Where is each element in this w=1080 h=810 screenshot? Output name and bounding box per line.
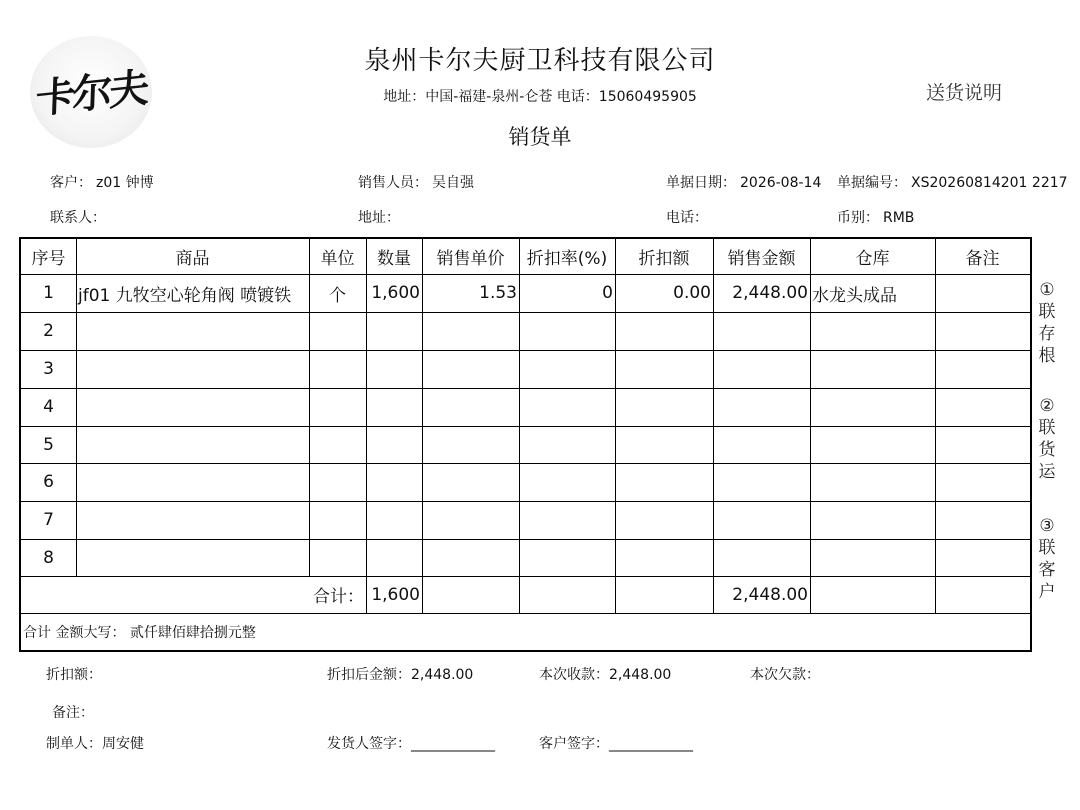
table-header-cell: 单位 — [320, 249, 355, 269]
table-cell — [937, 463, 1028, 501]
table-cell — [368, 312, 420, 350]
table-column-divider — [615, 576, 616, 613]
table-cell — [521, 501, 613, 539]
table-cell — [368, 426, 420, 463]
table-cell — [715, 463, 808, 501]
sales-label: 销售人员： — [358, 175, 428, 191]
table-cell — [424, 539, 517, 576]
customer-label: 客户： — [50, 175, 92, 191]
table-column-divider — [309, 239, 310, 576]
date-info — [666, 172, 821, 192]
sales-table — [19, 237, 1032, 652]
table-column-divider — [615, 239, 616, 576]
table-cell — [521, 539, 613, 576]
table-column-divider — [422, 239, 423, 576]
discount-label: 折扣额： — [46, 667, 102, 683]
table-cell — [78, 350, 307, 388]
row-number-cell: 8 — [43, 547, 54, 568]
contact-label: 联系人： — [50, 210, 106, 226]
company-address: 地址：中国-福建-泉州-仑苍 电话：15060495905 — [383, 89, 697, 105]
table-cell — [937, 312, 1028, 350]
table-cell: 水龙头成品 — [812, 285, 897, 306]
copy-label-shipping: ②联货运 — [1038, 396, 1056, 482]
received-label: 本次收款： — [539, 667, 609, 683]
table-cell — [368, 539, 420, 576]
table-cell — [521, 426, 613, 463]
remark-label: 备注： — [52, 705, 94, 721]
table-cell — [812, 426, 933, 463]
received-info — [539, 664, 671, 684]
table-cell — [78, 312, 307, 350]
after-discount-value: 2,448.00 — [411, 667, 474, 683]
document-title: 销货单 — [508, 125, 572, 149]
table-column-divider — [519, 239, 520, 576]
maker-value: 周安健 — [102, 736, 144, 752]
table-cell: 0.00 — [673, 283, 711, 303]
table-header-cell: 序号 — [31, 249, 66, 269]
shipper-signature-label: 发货人签字： — [327, 736, 411, 752]
table-cell — [812, 388, 933, 426]
table-column-divider — [422, 576, 423, 613]
doc-number-label: 单据编号： — [837, 175, 907, 191]
table-cell — [424, 501, 517, 539]
table-cell — [715, 350, 808, 388]
received-value: 2,448.00 — [609, 667, 672, 683]
maker-info — [46, 733, 144, 753]
table-cell — [311, 312, 364, 350]
date-value: 2026-08-14 — [740, 175, 822, 191]
table-cell — [812, 350, 933, 388]
sales-info — [358, 172, 474, 192]
row-number-cell: 7 — [43, 510, 54, 530]
table-cell — [617, 426, 711, 463]
table-cell — [424, 426, 517, 463]
table-cell: 1.53 — [479, 283, 517, 303]
table-column-divider — [76, 239, 77, 576]
table-header-cell: 仓库 — [855, 249, 890, 269]
table-cell — [368, 388, 420, 426]
table-cell — [715, 501, 808, 539]
table-cell — [812, 312, 933, 350]
table-cell: 2,448.00 — [732, 283, 808, 303]
table-cell — [521, 312, 613, 350]
table-cell — [311, 388, 364, 426]
table-cell — [311, 539, 364, 576]
maker-label: 制单人： — [46, 736, 102, 752]
customer-signature-label: 客户签字： — [539, 736, 609, 752]
customer-signature-line: ____________ — [609, 736, 693, 752]
table-header-cell: 商品 — [175, 249, 210, 269]
table-cell — [368, 463, 420, 501]
table-cell — [521, 463, 613, 501]
table-cell — [424, 463, 517, 501]
table-cell — [617, 312, 711, 350]
total-quantity: 1,600 — [371, 584, 420, 605]
row-number-cell: 5 — [43, 434, 54, 455]
table-cell — [78, 501, 307, 539]
table-cell — [715, 539, 808, 576]
amount-in-words: 合计 金额大写： 贰仟肆佰肆拾捌元整 — [23, 624, 256, 641]
table-cell — [424, 312, 517, 350]
table-cell — [715, 388, 808, 426]
delivery-note-label: 送货说明 — [926, 82, 1003, 104]
table-header-cell: 数量 — [377, 249, 411, 269]
copy-label-customer: ③联客户 — [1038, 516, 1056, 602]
table-cell: 个 — [329, 285, 346, 306]
table-cell — [937, 426, 1028, 463]
row-number-cell: 3 — [43, 359, 54, 379]
table-column-divider — [366, 576, 367, 613]
table-cell — [617, 350, 711, 388]
table-cell — [424, 388, 517, 426]
table-cell — [937, 274, 1028, 312]
table-cell — [937, 388, 1028, 426]
phone-label: 电话： — [666, 210, 708, 226]
customer-info — [50, 172, 154, 192]
table-column-divider — [810, 576, 811, 613]
table-cell — [617, 463, 711, 501]
table-column-divider — [935, 239, 936, 576]
shipper-signature-line: ____________ — [411, 736, 495, 752]
table-header-cell: 销售单价 — [436, 249, 505, 269]
doc-number-value: XS20260814201 2217 — [911, 175, 1068, 191]
table-cell: jf01 九牧空心轮角阀 喷镀铁 — [78, 285, 292, 306]
table-cell — [368, 501, 420, 539]
doc-number-info — [837, 172, 1068, 192]
total-amount: 2,448.00 — [732, 584, 808, 605]
table-cell — [311, 350, 364, 388]
currency-label: 币别： — [837, 210, 879, 226]
table-header-cell: 销售金额 — [727, 249, 796, 269]
shipper-signature — [327, 733, 495, 753]
logo-text: 卡尔夫 — [34, 64, 147, 124]
address-label: 地址： — [358, 210, 400, 226]
table-header-cell: 备注 — [965, 249, 1000, 269]
table-column-divider — [366, 239, 367, 576]
currency-info — [837, 207, 914, 227]
owed-label: 本次欠款： — [750, 667, 820, 683]
table-cell — [617, 501, 711, 539]
row-number-cell: 2 — [43, 321, 54, 341]
date-label: 单据日期： — [666, 175, 736, 191]
table-cell — [521, 350, 613, 388]
table-cell — [617, 388, 711, 426]
table-header-cell: 折扣率(%) — [526, 249, 608, 269]
table-cell — [937, 350, 1028, 388]
sales-value: 吴自强 — [432, 175, 474, 191]
table-cell — [937, 501, 1028, 539]
table-cell — [617, 539, 711, 576]
copy-label-stub: ①联存根 — [1038, 280, 1056, 366]
table-cell — [715, 426, 808, 463]
table-column-divider — [810, 239, 811, 576]
table-cell — [311, 463, 364, 501]
table-cell — [311, 426, 364, 463]
table-header-cell: 折扣额 — [638, 249, 690, 269]
row-number-cell: 1 — [43, 283, 54, 303]
table-cell — [78, 463, 307, 501]
table-cell — [812, 463, 933, 501]
table-cell — [424, 350, 517, 388]
company-name: 泉州卡尔夫厨卫科技有限公司 — [364, 46, 716, 76]
table-cell — [78, 539, 307, 576]
customer-signature — [539, 733, 693, 753]
table-cell — [715, 312, 808, 350]
row-number-cell: 4 — [43, 397, 54, 417]
after-discount-label: 折扣后金额： — [327, 667, 411, 683]
total-label: 合计： — [313, 587, 364, 607]
table-column-divider — [713, 576, 714, 613]
table-cell — [812, 501, 933, 539]
table-cell — [78, 388, 307, 426]
row-number-cell: 6 — [43, 472, 54, 492]
table-cell — [368, 350, 420, 388]
table-cell — [812, 539, 933, 576]
table-cell — [521, 388, 613, 426]
currency-value: RMB — [883, 210, 915, 226]
table-column-divider — [935, 576, 936, 613]
table-column-divider — [713, 239, 714, 576]
table-cell — [311, 501, 364, 539]
table-cell — [78, 426, 307, 463]
table-cell — [937, 539, 1028, 576]
table-cell: 0 — [602, 283, 613, 303]
table-cell: 1,600 — [371, 283, 420, 303]
customer-value: z01 钟博 — [96, 175, 154, 191]
after-discount-info — [327, 664, 473, 684]
table-column-divider — [519, 576, 520, 613]
